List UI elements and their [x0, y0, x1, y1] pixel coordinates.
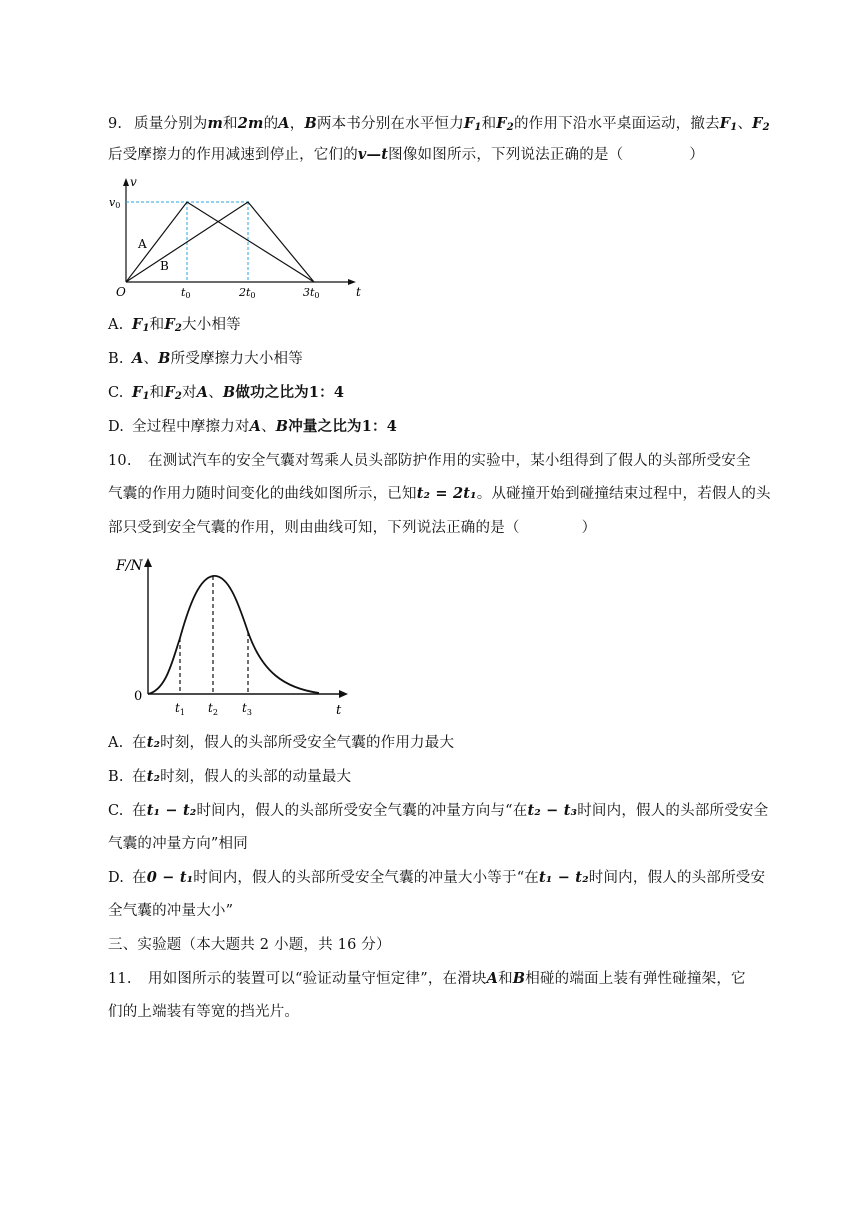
q9-vt-graph — [104, 172, 364, 300]
q9-symbol-F1b: $F_1$ — [719, 115, 738, 133]
option-text: 全气囊的冲量大小” — [108, 903, 234, 919]
q10-force-curve — [148, 576, 319, 694]
q10-optD-interval-2: t₁ − t₂ — [539, 869, 589, 886]
q9-symbol-A: A — [278, 115, 290, 132]
q10-text: 部只受到安全气囊的作用，则由曲线可知，下列说法正确的是（ — [108, 520, 520, 536]
q10-F-label: F/N — [116, 558, 143, 574]
q11-symbol-A: A — [486, 970, 499, 987]
q9-optD-B: B — [275, 418, 289, 435]
q11-text: 和 — [498, 971, 513, 987]
option-label: C. — [108, 803, 124, 819]
option-text: 在 — [132, 870, 147, 886]
q10-option-B — [108, 767, 788, 787]
q10-answer-paren: ） — [581, 520, 597, 536]
option-text: 时间内，假人的头部所受安全气囊的冲量大小等于“在 — [193, 870, 540, 886]
q9-optB-B: B — [158, 350, 171, 367]
q9-symbol-2m: 2m — [237, 115, 264, 132]
q10-line-3 — [108, 518, 788, 538]
q10-number: 10. — [108, 453, 132, 469]
q9-3t0-label: 3t0 — [303, 286, 320, 300]
q9-optA-symbols: $F_1$ — [132, 316, 150, 334]
q10-optB-symbol: t₂ — [146, 768, 161, 785]
q11-text: 相碰的端面上装有弹性碰撞架，它 — [525, 971, 746, 987]
q9-optA-F2: $F_2$ — [164, 316, 183, 334]
option-text: 时间内，假人的头部所受安 — [588, 870, 766, 886]
q9-option-B — [108, 349, 788, 369]
q9-optA-and: 和 — [149, 317, 165, 333]
q10-option-C-line-1 — [108, 801, 788, 821]
q9-text: 两本书分别在水平恒力 — [316, 116, 464, 132]
q10-optA-symbol: t₂ — [146, 734, 161, 751]
option-label: D. — [108, 870, 125, 886]
option-text: 在 — [132, 735, 147, 751]
q9-optC-F1: $F_1$ — [132, 384, 150, 402]
option-text: 气囊的冲量方向”相同 — [108, 836, 248, 852]
q9-symbol-B: B — [304, 115, 317, 132]
q10-option-A — [108, 733, 788, 753]
q9-optD-pre: 全过程中摩擦力对 — [132, 419, 250, 435]
q9-option-A — [108, 315, 788, 339]
q9-symbol-F2: $F_2$ — [496, 115, 514, 133]
q9-optC-F2: $F_2$ — [164, 384, 183, 402]
q11-symbol-B: B — [512, 970, 526, 987]
q10-F-axis-arrow — [144, 558, 152, 567]
q9-t-label: t — [356, 285, 361, 299]
q9-v0-label: v0 — [109, 196, 121, 210]
q9-text: 的作用下沿水平桌面运动，撤去 — [513, 116, 720, 132]
option-text: 所受摩擦力大小相等 — [170, 351, 303, 367]
q9-optC-B: B — [222, 384, 236, 401]
q9-symbol-vt: v—t — [357, 146, 389, 163]
q9-t0-label: t0 — [181, 286, 191, 300]
q9-line-2 — [108, 145, 788, 165]
q10-option-C-line-2 — [108, 834, 788, 854]
q10-optC-interval-1: t₁ − t₂ — [146, 802, 197, 819]
q9-text: 后受摩擦力的作用减速到停止，它们的 — [108, 147, 358, 163]
option-text: 时刻，假人的头部的动量最大 — [160, 769, 352, 785]
q10-force-time-graph — [114, 552, 354, 722]
q10-t1-label: $t_1$ — [175, 701, 185, 717]
q9-optC-dui: 对 — [182, 385, 197, 401]
q10-t3-label: $t_3$ — [242, 701, 252, 717]
q10-option-D-line-1 — [108, 868, 788, 888]
option-label: B. — [108, 769, 124, 785]
q9-text: ， — [289, 116, 305, 132]
q9-B-label: B — [160, 259, 169, 273]
q9-optD-sep: 、 — [261, 419, 276, 435]
q9-text: 和 — [223, 116, 238, 132]
q10-text: 。从碰撞开始到碰撞结束过程中，若假人的头 — [476, 486, 771, 502]
q11-line-1 — [108, 969, 788, 989]
option-text: 时刻，假人的头部所受安全气囊的作用力最大 — [160, 735, 455, 751]
q9-number: 9. — [108, 116, 123, 132]
q9-origin-label: O — [116, 285, 126, 299]
q10-optD-interval-1: 0 − t₁ — [146, 869, 194, 886]
q9-v-axis-arrow — [123, 178, 129, 186]
q9-symbol-F1: $F_1$ — [463, 115, 482, 133]
q10-origin-label: 0 — [134, 689, 143, 704]
q10-text: 在测试汽车的安全气囊对驾乘人员头部防护作用的实验中，某小组得到了假人的头部所受安全 — [148, 453, 751, 469]
q9-text: 和 — [481, 116, 497, 132]
q11-number: 11. — [108, 971, 132, 987]
q9-text: 、 — [737, 116, 753, 132]
option-text: 做功之比为1：4 — [235, 384, 345, 401]
option-text: 在 — [132, 803, 147, 819]
q9-line-A — [126, 202, 314, 282]
option-text: 冲量之比为1：4 — [288, 418, 398, 435]
q9-optB-A: A — [132, 350, 144, 367]
q10-equation: t₂ = 2t₁ — [416, 485, 477, 502]
q10-t2-label: $t_2$ — [208, 701, 218, 717]
q10-t-axis-arrow — [339, 690, 348, 698]
q9-line-B — [126, 202, 314, 282]
q9-text: 的 — [263, 116, 279, 132]
q9-option-D — [108, 417, 788, 437]
option-label: A. — [108, 317, 124, 333]
q9-option-C — [108, 383, 788, 407]
q10-optC-interval-2: t₂ − t₃ — [527, 802, 578, 819]
q11-text: 用如图所示的装置可以“验证动量守恒定律”，在滑块 — [148, 971, 487, 987]
option-label: A. — [108, 735, 124, 751]
q9-2t0-label: 2t0 — [239, 286, 256, 300]
q9-symbol-F2b: $F_2$ — [752, 115, 770, 133]
q9-optC-A: A — [196, 384, 209, 401]
q9-optD-A: A — [249, 418, 262, 435]
q9-optC-sep: 、 — [208, 385, 223, 401]
q9-text: 图像如图所示，下列说法正确的是（ — [388, 147, 624, 163]
option-label: C. — [108, 385, 124, 401]
q9-line-1 — [108, 114, 788, 138]
q9-optC-and: 和 — [149, 385, 165, 401]
q9-optB-sep: 、 — [143, 351, 159, 367]
option-text: 大小相等 — [182, 317, 241, 333]
q10-option-D-line-2 — [108, 901, 788, 921]
q10-line-2 — [108, 484, 788, 504]
option-text: 时间内，假人的头部所受安全气囊的冲量方向与“在 — [196, 803, 528, 819]
option-text: 在 — [132, 769, 147, 785]
section-heading: 三、实验题（本大题共 2 小题，共 16 分） — [108, 937, 391, 953]
q9-t-axis-arrow — [348, 279, 356, 285]
q9-symbol-m: m — [207, 115, 224, 132]
q9-text: 质量分别为 — [134, 116, 208, 132]
option-label: B. — [108, 351, 124, 367]
q9-v-label: v — [130, 175, 137, 189]
q10-t-label: t — [336, 703, 342, 718]
q9-A-label: A — [138, 237, 147, 251]
q10-text: 气囊的作用力随时间变化的曲线如图所示，已知 — [108, 486, 417, 502]
q9-answer-paren: ） — [689, 147, 705, 163]
q10-line-1 — [108, 451, 788, 471]
option-text: 时间内，假人的头部所受安全 — [577, 803, 769, 819]
option-label: D. — [108, 419, 125, 435]
q11-line-2: 们的上端装有等宽的挡光片。 — [108, 1004, 300, 1020]
